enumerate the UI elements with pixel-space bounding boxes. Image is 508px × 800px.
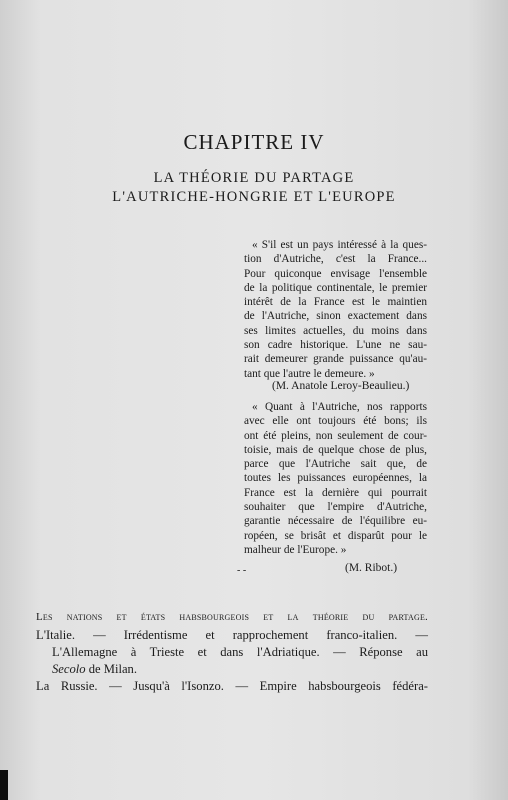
summary-line: [52, 661, 444, 678]
bleed-through-text: [60, 40, 480, 60]
scan-edge-mark: [0, 770, 8, 800]
epigraph-1-line: son cadre historique. L'une ne sau-: [244, 339, 427, 352]
separator-dash: - -: [237, 565, 247, 576]
epigraph-1-line: tion d'Autriche, c'est la France...: [244, 253, 427, 266]
summary-line: La Russie. — Jusqu'à l'Isonzo. — Empire habsbourgeois fédéra-: [36, 679, 428, 693]
summary-line-rest: de Milan.: [85, 662, 137, 676]
epigraph-2-line: France est la dernière qui pourrait: [244, 486, 427, 499]
epigraph-1-line: ses limites actuelles, du moins dans: [244, 324, 427, 337]
epigraph-2-line: garantie nécessaire de l'équilibre eu-: [244, 515, 427, 528]
epigraph-1-line: « S'il est un pays intéressé à la ques-: [252, 239, 427, 251]
epigraph-2-line: avec elle ont toujours été bons; ils: [244, 415, 427, 428]
epigraph-2-line: parce que l'Autriche sait que, de: [244, 458, 427, 471]
epigraph-2-line: toisie, mais de quelque chose de plus,: [244, 443, 427, 456]
epigraph-1-line: rait demeurer grande puissance qu'au-: [244, 353, 427, 366]
epigraph-2-line: toutes les puissances européennes, la: [244, 472, 427, 485]
newspaper-name: Secolo: [52, 662, 86, 676]
epigraph-1: [244, 238, 427, 381]
epigraph-1-line: Pour quiconque envisage l'ensemble: [244, 267, 427, 280]
chapter-title-line-1: LA THÉORIE DU PARTAGE: [153, 170, 355, 186]
epigraph-1-line: intérêt de la France est le maintien: [244, 296, 427, 309]
epigraph-2-line: malheur de l'Europe. »: [244, 543, 347, 556]
chapter-title-line-2: L'AUTRICHE-HONGRIE ET L'EUROPE: [112, 189, 396, 205]
epigraph-2-attribution: (M. Ribot.): [345, 562, 398, 574]
summary-line: L'Italie. — Irrédentisme et rapprochement franco-italien. —: [36, 628, 428, 642]
summary-heading: Les nations et états habsbourgeois et la théorie du partage.: [36, 611, 428, 623]
epigraph-1-line: tant que l'autre le demeure. »: [244, 367, 375, 380]
epigraph-2-line: ont été pleins, non seulement de cour-: [244, 429, 427, 442]
epigraph-1-attribution: (M. Anatole Leroy-Beaulieu.): [272, 380, 410, 392]
epigraph-2-line: « Quant à l'Autriche, nos rapports: [252, 401, 427, 413]
epigraph-2: [244, 400, 427, 557]
epigraph-1-line: de l'Autriche, sinon exactement dans: [244, 310, 427, 323]
epigraph-1-line: de la politique continentale, le premier: [244, 281, 427, 294]
summary-line: L'Allemagne à Trieste et dans l'Adriatique. — Réponse au: [52, 645, 428, 659]
chapter-heading: CHAPITRE IV: [183, 130, 325, 154]
epigraph-2-line: ropéen, se brisât et disparût pour le: [244, 529, 427, 542]
epigraph-2-line: souhaiter que l'empire d'Autriche,: [244, 501, 427, 514]
